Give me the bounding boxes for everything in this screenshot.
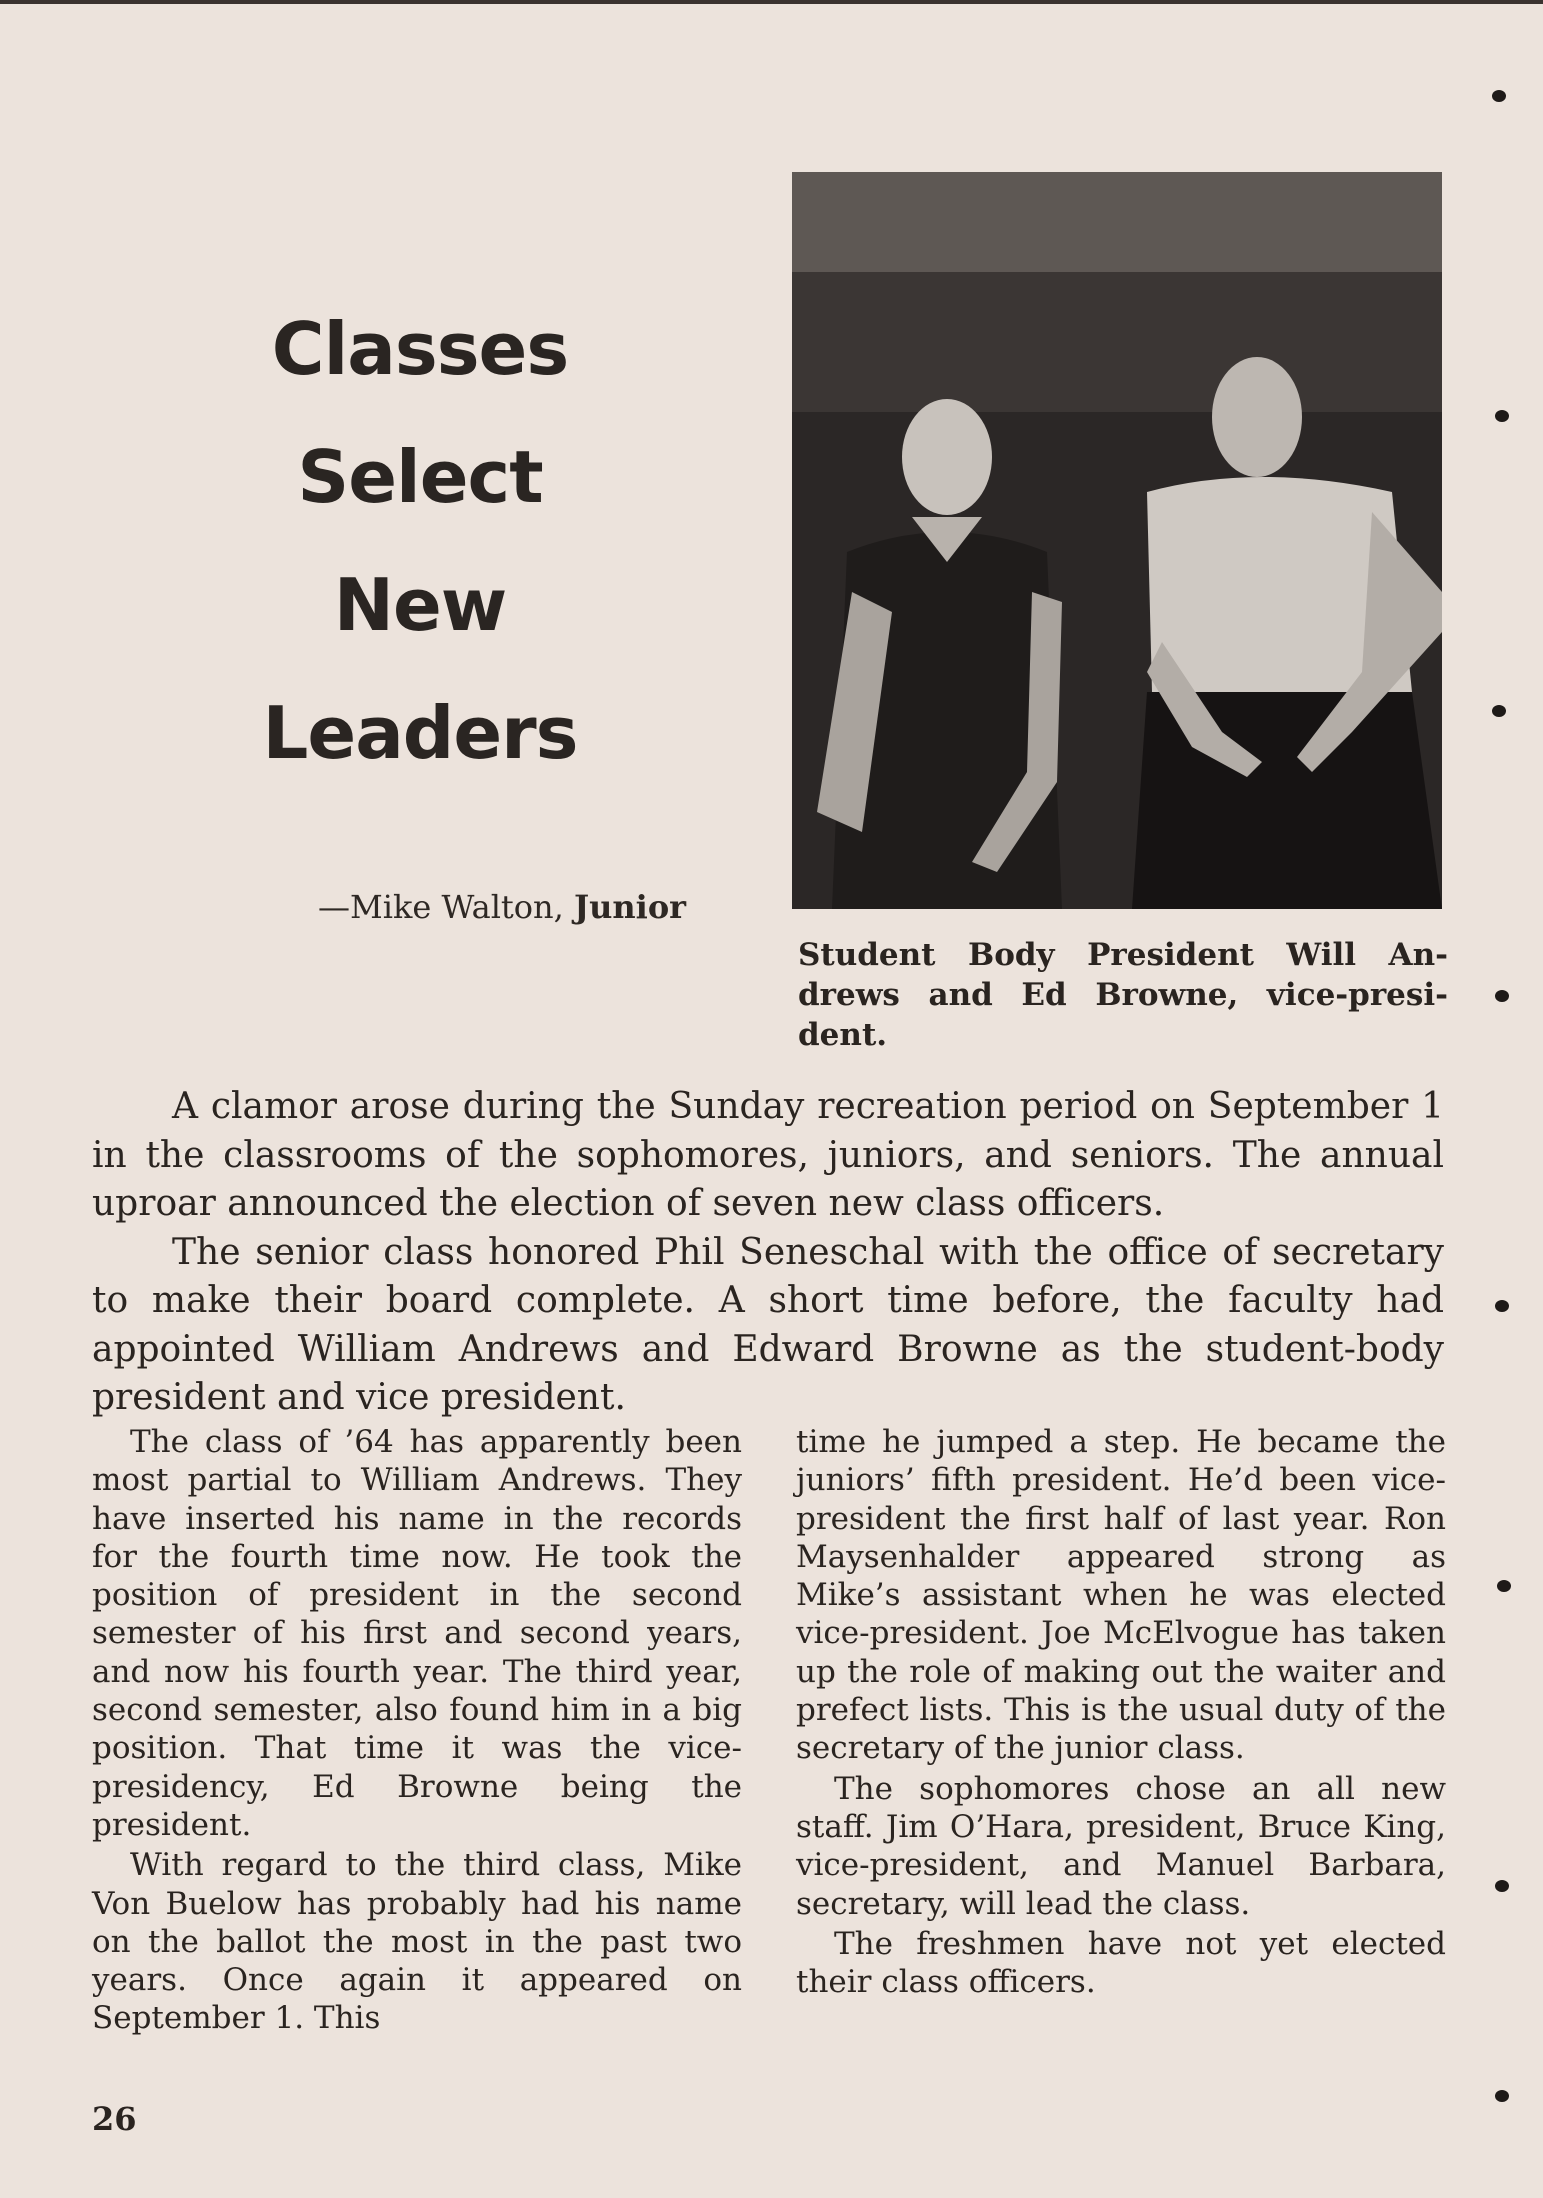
left-paragraph-2: With regard to the third class, Mike Von Buelow has probably had his name on the ballot the most in the past two years. Once again it appeared on September 1. This (92, 1847, 742, 2037)
article-photo (792, 172, 1442, 909)
article-title (190, 285, 650, 797)
binder-hole-6 (1497, 1580, 1511, 1592)
caption-line-2: drews and Ed Browne, vice-presi- (798, 977, 1448, 1013)
binder-hole-8 (1495, 2090, 1509, 2102)
binder-hole-7 (1495, 1880, 1509, 1892)
photo-caption (798, 935, 1448, 1055)
title-line-2: Select (297, 435, 543, 519)
binder-hole-4 (1495, 990, 1509, 1002)
author-byline (318, 888, 686, 926)
intro-text (92, 1083, 1444, 1423)
left-column (92, 1423, 742, 2038)
binder-hole-5 (1495, 1300, 1509, 1312)
intro-paragraph-1: A clamor arose during the Sunday recreation period on September 1 in the classrooms of the sophomores, juniors, and seniors. The annual uproar announced the election of seven new class officers. (92, 1086, 1444, 1224)
binder-hole-1 (1492, 90, 1506, 102)
photo-illustration (792, 172, 1442, 909)
caption-line-3: dent. (798, 1017, 888, 1053)
right-paragraph-1: time he jumped a step. He became the juniors’ fifth president. He’d been vice-president the first half of last year. Ron Maysenhalder appeared strong as Mike’s assistant when he was elected vice-president. Joe McElvogue has taken up the role of making out the waiter and prefect lists. This is the usual duty of the secretary of the junior class. (796, 1424, 1446, 1767)
title-line-4: Leaders (262, 691, 578, 775)
title-line-1: Classes (271, 307, 569, 391)
caption-line-1: Student Body President Will An- (798, 937, 1448, 973)
page-number: 26 (92, 2100, 137, 2138)
right-paragraph-3: The freshmen have not yet elected their class officers. (796, 1925, 1446, 2001)
right-column (796, 1423, 1446, 2001)
binder-hole-3 (1492, 705, 1506, 717)
byline-name: —Mike Walton, (318, 888, 564, 926)
intro-paragraph-2: The senior class honored Phil Seneschal with the office of secretary to make their board complete. A short time before, the faculty had appointed William Andrews and Edward Browne as the student-body president and vice president. (92, 1231, 1444, 1418)
right-paragraph-2: The sophomores chose an all new staff. Jim O’Hara, president, Bruce King, vice-president, and Manuel Barbara, secretary, will lead the class. (796, 1770, 1446, 1922)
left-paragraph-1: The class of ’64 has apparently been most partial to William Andrews. They have inserted his name in the records for the fourth time now. He took the position of president in the second semester of his first and second years, and now his fourth year. The third year, second semester, also found him in a big position. That time it was the vice-presidency, Ed Browne being the president. (92, 1424, 742, 1843)
binder-hole-2 (1495, 410, 1509, 422)
top-edge-rule (0, 0, 1543, 4)
byline-class: Junior (574, 888, 687, 926)
title-line-3: New (333, 563, 507, 647)
